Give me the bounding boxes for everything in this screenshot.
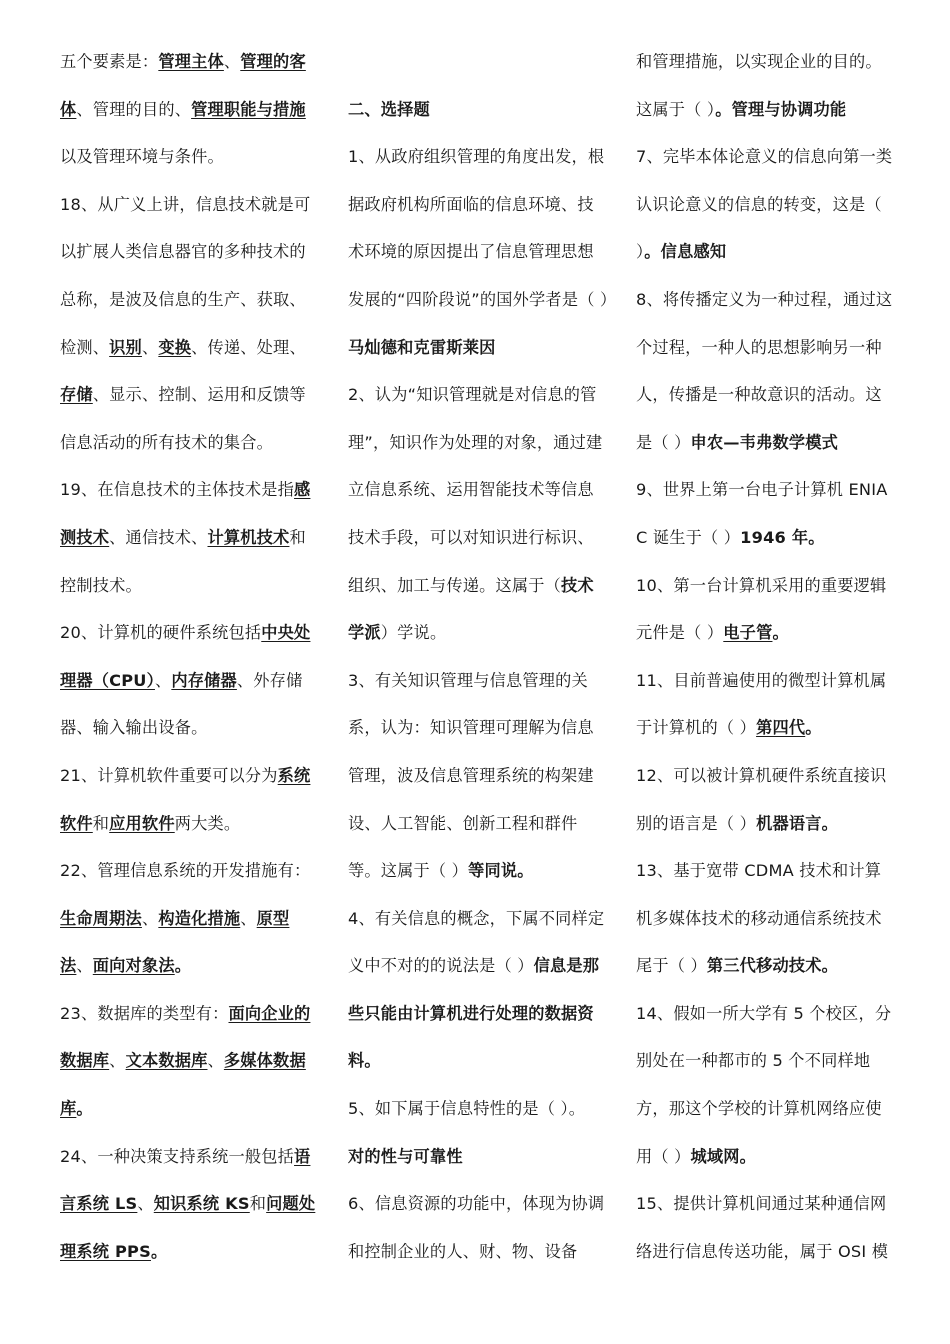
- answer: 电子管: [723, 623, 773, 643]
- text: 、通信技术、: [109, 527, 208, 547]
- paragraph-21: [60, 752, 316, 847]
- text: 、: [137, 1194, 154, 1214]
- spacer: [348, 38, 610, 86]
- answer: 信息是那些只能由计算机进行处理的数据资料。: [348, 956, 600, 1071]
- answer-term: 文本数据库: [125, 1051, 208, 1071]
- answer-term: 面向企业的数据库: [60, 1003, 311, 1071]
- answer-term: 问题处理系统 PPS: [60, 1194, 316, 1261]
- text: 。: [150, 1241, 168, 1261]
- answer: 等同说。: [468, 861, 534, 881]
- answer: 城域网。: [690, 1146, 757, 1166]
- text: 、: [207, 1051, 224, 1071]
- question-2: [348, 371, 610, 657]
- answer-term: 应用软件: [109, 813, 175, 833]
- question-14: [636, 990, 894, 1180]
- text: 。: [174, 956, 192, 976]
- text: 、: [141, 337, 159, 357]
- section-heading: 二、选择题: [348, 99, 430, 119]
- answer-term: 感测技术: [60, 480, 311, 547]
- text: 、: [109, 1051, 126, 1071]
- question-text: 6、信息资源的功能中，体现为协调和控制企业的人、财、物、设备: [348, 1194, 605, 1261]
- question-text: 。: [772, 623, 789, 643]
- answer: 机器语言。: [756, 813, 838, 833]
- question-text: 8、将传播定义为一种过程，通过这个过程，一种人的思想影响另一种人，传播是一种故意识的活动。这是（ ）: [636, 289, 893, 452]
- text: 、: [154, 670, 172, 690]
- answer-term: 管理职能与措施: [191, 99, 306, 119]
- text: 、管理的目的、: [76, 99, 192, 119]
- text: 、显示、控制、运用和反馈等信息活动的所有技术的集合。: [60, 385, 306, 452]
- question-8: [636, 276, 894, 466]
- text: 19、在信息技术的主体技术是指: [60, 480, 295, 500]
- text: 两大类。: [174, 813, 241, 833]
- question-3: [348, 657, 610, 895]
- text: 以及管理环境与条件。: [60, 147, 224, 167]
- question-text: 9、世界上第一台电子计算机 ENIAC 诞生于（ ）: [636, 480, 888, 547]
- paragraph-24: [60, 1133, 316, 1276]
- question-6-continued: [636, 38, 894, 133]
- paragraph-intro: [60, 38, 316, 181]
- answer: 。信息感知: [644, 242, 727, 262]
- question-9: [636, 466, 894, 561]
- answer-term: 系统软件: [60, 765, 311, 833]
- text: 、: [223, 52, 241, 71]
- text: 和: [92, 813, 110, 833]
- question-text: 。: [805, 718, 822, 738]
- question-text: 2、认为“知识管理就是对信息的管理”，知识作为处理的对象，通过建立信息系统、运用智能技术等信息技术手段，可以对知识进行标识、组织、加工与传递。这属于（: [348, 385, 603, 595]
- text: 24、一种决策支持系统一般包括: [60, 1146, 295, 1166]
- column-middle: [348, 38, 617, 1275]
- paragraph-20: [60, 609, 316, 752]
- answer: 第三代移动技术。: [706, 956, 839, 976]
- text: 、: [76, 956, 93, 976]
- question-text: 7、完毕本体论意义的信息向第一类认识论意义的信息的转变，这是（ ）: [636, 147, 893, 262]
- text: 、外存储器、输入输出设备。: [60, 670, 303, 738]
- paragraph-22: [60, 847, 316, 990]
- question-text: 10、第一台计算机采用的重要逻辑元件是（ ）: [636, 575, 887, 643]
- column-right: [636, 38, 894, 1275]
- answer-term: 管理主体: [158, 52, 224, 71]
- question-15: [636, 1180, 894, 1275]
- question-text: 1、从政府组织管理的角度出发，根据政府机构所面临的信息环境、技术环境的原因提出了信息管理思想发展的“四阶段说”的国外学者是（ ）: [348, 147, 617, 309]
- answer: 申农—韦弗数学模式: [690, 432, 839, 452]
- answer-term: 存储: [60, 385, 93, 405]
- question-text: 3、有关知识管理与信息管理的关系，认为：知识管理可理解为信息管理，波及信息管理系统的构架建设、人工智能、创新工程和群件等。这属于（ ）: [348, 670, 594, 881]
- answer: 马灿德和克雷斯莱因: [348, 337, 496, 357]
- answer-term: 中央处理器（CPU）: [60, 623, 311, 690]
- answer: 技术学派: [348, 575, 594, 643]
- answer-term: 内存储器: [171, 670, 237, 690]
- answer-term: 面向对象法: [92, 956, 175, 976]
- question-text: 和管理措施，以实现企业的目的。这属于（ ）: [636, 52, 882, 119]
- column-left: [60, 38, 316, 1275]
- question-text: 13、基于宽带 CDMA 技术和计算机多媒体技术的移动通信系统技术尾于（ ）: [636, 861, 882, 976]
- answer-term: 识别: [109, 337, 142, 357]
- text: 、: [141, 908, 159, 928]
- text: 22、管理信息系统的开发措施有：: [60, 861, 311, 881]
- text: 、: [240, 908, 257, 928]
- question-text: 14、假如一所大学有 5 个校区，分别处在一种都市的 5 个不同样地方，那这个学校的计算机网络应使用（ ）: [636, 1003, 892, 1166]
- text: 21、计算机软件重要可以分为: [60, 765, 278, 785]
- text: 和: [249, 1194, 267, 1214]
- question-text: ）学说。: [380, 623, 447, 643]
- answer: 对的性与可靠性: [348, 1146, 463, 1166]
- question-text: 11、目前普遍使用的微型计算机属于计算机的（ ）: [636, 670, 887, 738]
- paragraph-19: [60, 466, 316, 609]
- question-text: 5、如下属于信息特性的是（ ）。: [348, 1099, 586, 1119]
- paragraph-18: [60, 181, 316, 467]
- answer-term: 原型法: [60, 908, 290, 976]
- answer: 。管理与协调功能: [715, 99, 847, 119]
- answer-term: 计算机技术: [207, 527, 290, 547]
- question-text: 15、提供计算机间通过某种通信网络进行信息传送功能，属于 OSI 模: [636, 1194, 889, 1261]
- question-13: [636, 847, 894, 990]
- question-1: [348, 133, 617, 371]
- text: 23、数据库的类型有：: [60, 1003, 229, 1023]
- question-5: [348, 1085, 610, 1180]
- question-10: [636, 562, 894, 657]
- question-12: [636, 752, 894, 847]
- question-6: [348, 1180, 610, 1275]
- answer: 第四代: [756, 718, 806, 738]
- question-text: 4、有关信息的概念，下属不同样定义中不对的的说法是（ ）: [348, 908, 605, 976]
- paragraph-23: [60, 990, 316, 1133]
- answer-term: 生命周期法: [60, 908, 142, 928]
- answer: 1946 年。: [740, 527, 825, 547]
- answer-term: 多媒体数据库: [60, 1051, 306, 1119]
- question-text: 12、可以被计算机硬件系统直接识别的语言是（ ）: [636, 765, 887, 833]
- answer-term: 知识系统 KS: [153, 1194, 250, 1214]
- text: 和控制技术。: [60, 527, 306, 595]
- question-4: [348, 895, 610, 1085]
- text: 20、计算机的硬件系统包括: [60, 623, 262, 643]
- question-11: [636, 657, 894, 752]
- text: 。: [76, 1099, 93, 1119]
- answer-term: 构造化措施: [158, 908, 241, 928]
- answer-term: 管理的客体: [60, 52, 306, 119]
- text: 五个要素是：: [60, 52, 159, 71]
- question-7: [636, 133, 894, 276]
- text: 18、从广义上讲，信息技术就是可以扩展人类信息器官的多种技术的总称，是波及信息的生产、获取、检测、: [60, 194, 311, 357]
- answer-term: 语言系统 LS: [60, 1146, 311, 1214]
- text: 、传递、处理、: [191, 337, 306, 357]
- answer-term: 变换: [158, 337, 192, 357]
